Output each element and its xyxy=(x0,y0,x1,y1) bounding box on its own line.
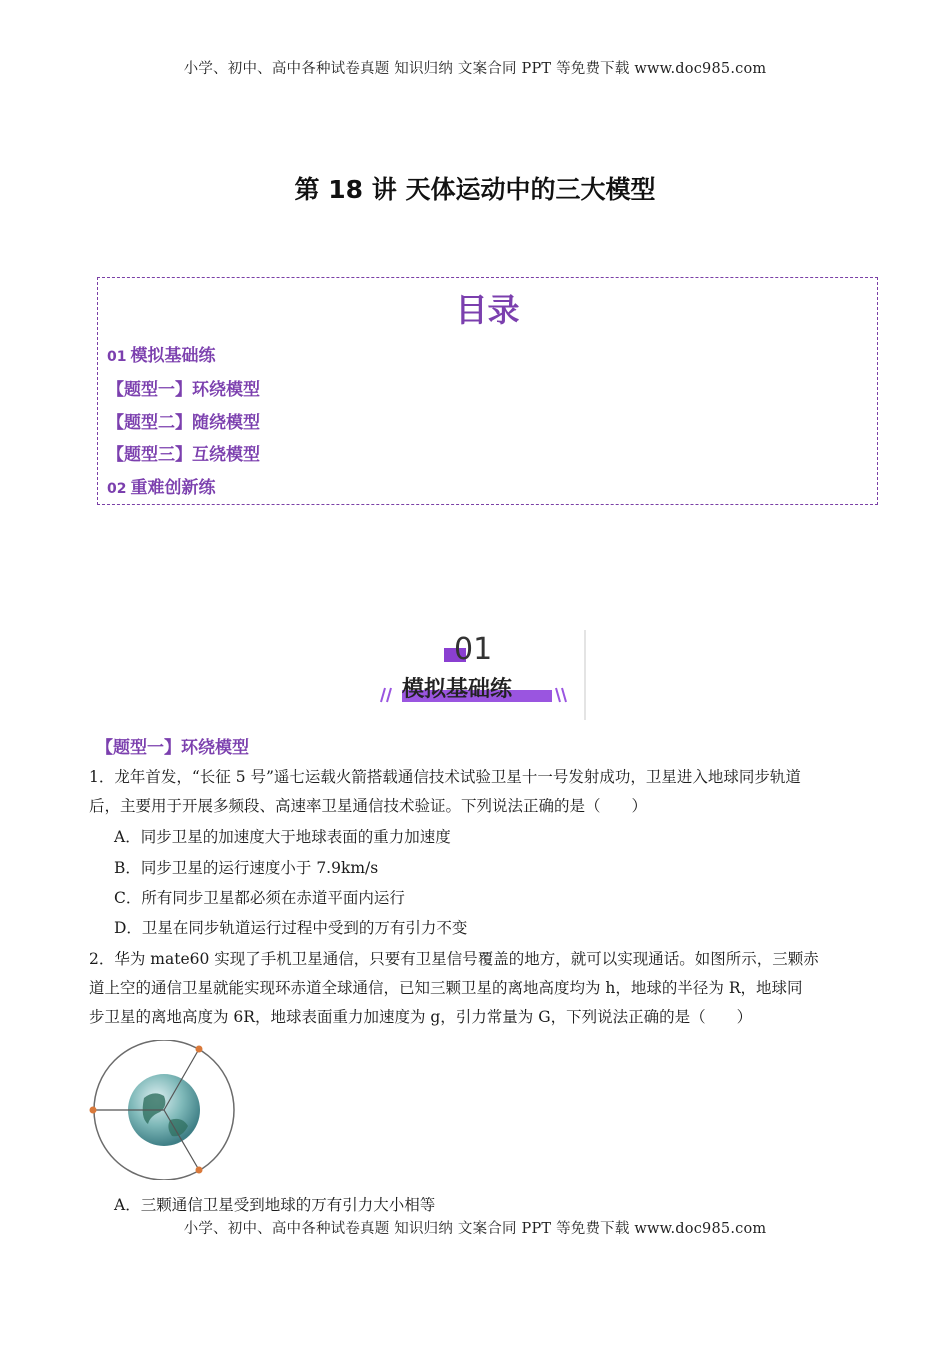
question-1-option-a[interactable]: A．同步卫星的加速度大于地球表面的重力加速度 xyxy=(114,828,451,846)
question-2-line-1: 2．华为 mate60 实现了手机卫星通信，只要有卫星信号覆盖的地方，就可以实现通话。如图所示，三颗赤 xyxy=(89,950,819,968)
question-2-option-a[interactable]: A．三颗通信卫星受到地球的万有引力大小相等 xyxy=(114,1196,436,1214)
question-1-line-2: 后，主要用于开展多频段、高速率卫星通信技术验证。下列说法正确的是（ ） xyxy=(89,797,648,815)
satellite-left xyxy=(90,1107,97,1114)
page-footer: 小学、初中、高中各种试卷真题 知识归纳 文案合同 PPT 等免费下载 www.doc985.com xyxy=(183,1221,767,1237)
toc-item-number: 01 xyxy=(107,349,127,365)
banner-label: 模拟基础练 xyxy=(402,677,513,702)
toc-item-label: 【题型二】随绕模型 xyxy=(107,413,260,433)
toc-item-label: 【题型三】互绕模型 xyxy=(107,445,260,465)
question-2-line-2: 道上空的通信卫星就能实现环赤道全球通信，已知三颗卫星的离地高度均为 h，地球的半径为 R，地球同 xyxy=(89,979,803,997)
satellite-top-right xyxy=(196,1046,203,1053)
toc-item-label: 【题型一】环绕模型 xyxy=(107,380,260,400)
section-banner xyxy=(360,626,590,722)
question-2-line-3: 步卫星的离地高度为 6R，地球表面重力加速度为 g，引力常量为 G，下列说法正确的是（ ） xyxy=(89,1008,753,1026)
question-1-stem xyxy=(89,763,859,821)
table-of-contents xyxy=(97,277,878,505)
page-header: 小学、初中、高中各种试卷真题 知识归纳 文案合同 PPT 等免费下载 www.doc985.com xyxy=(183,61,767,77)
toc-item-label: 模拟基础练 xyxy=(130,346,216,366)
question-1-option-b[interactable]: B．同步卫星的运行速度小于 7.9km/s xyxy=(114,859,379,877)
toc-heading: 目录 xyxy=(455,291,520,329)
satellite-orbit-figure xyxy=(86,1040,242,1180)
question-1-line-1: 1．龙年首发，“长征 5 号”遥七运载火箭搭载通信技术试验卫星十一号发射成功，卫星进入地球同步轨道 xyxy=(89,768,801,786)
toc-item-basic-practice[interactable] xyxy=(107,341,215,366)
banner-number: 01 xyxy=(454,632,493,667)
toc-item-type-two[interactable] xyxy=(107,408,260,433)
toc-item-label: 重难创新练 xyxy=(130,478,216,498)
question-1-option-c[interactable]: C．所有同步卫星都必须在赤道平面内运行 xyxy=(114,889,405,907)
lecture-title: 第 18 讲 天体运动中的三大模型 xyxy=(294,175,656,204)
toc-item-number: 02 xyxy=(107,481,127,497)
toc-item-type-three[interactable] xyxy=(107,440,260,465)
banner-slash-right xyxy=(556,688,566,702)
toc-item-type-one[interactable] xyxy=(107,375,260,400)
question-1-option-d[interactable]: D．卫星在同步轨道运行过程中受到的万有引力不变 xyxy=(114,919,468,937)
toc-item-advanced-practice[interactable] xyxy=(107,473,215,498)
banner-slash-left xyxy=(381,688,391,702)
satellite-bottom-right xyxy=(196,1167,203,1174)
section-heading-type-one: 【题型一】环绕模型 xyxy=(96,738,249,758)
question-2-stem xyxy=(89,945,859,1032)
